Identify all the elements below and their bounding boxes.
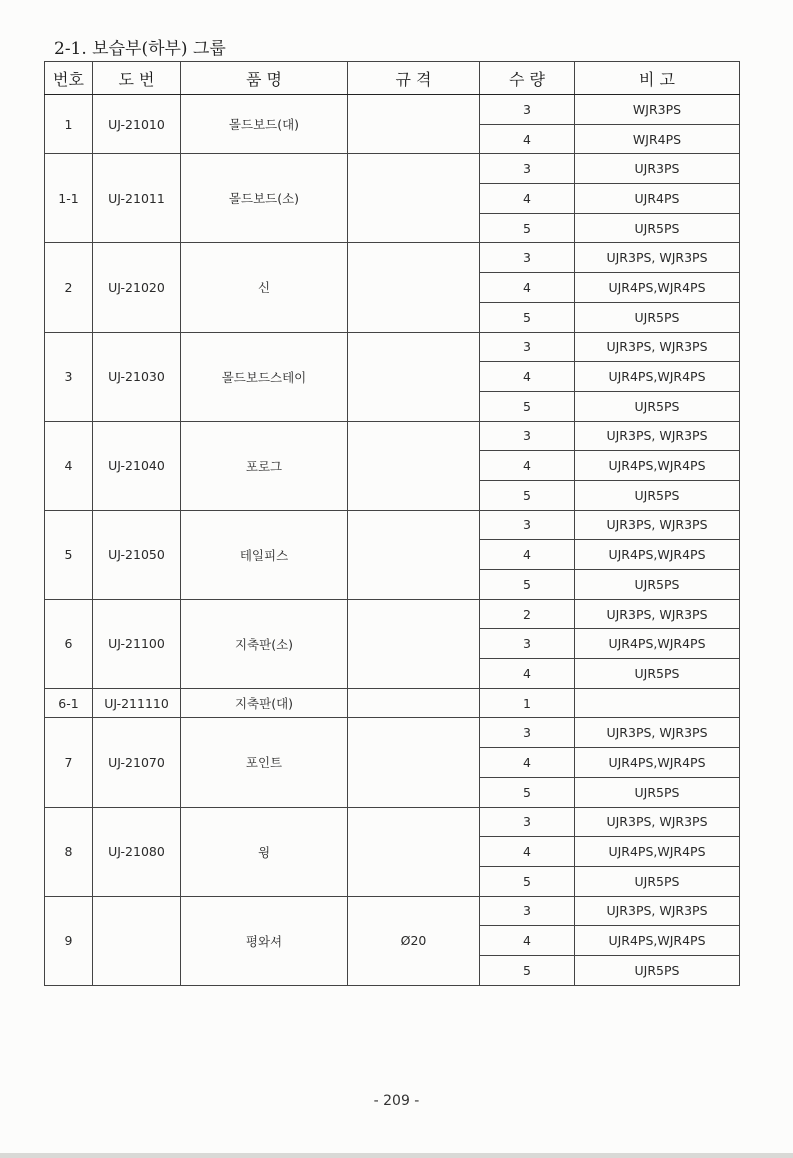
table-row	[45, 95, 740, 125]
cell-quantity: 3	[480, 95, 575, 125]
table-row	[45, 243, 740, 273]
cell-spec	[348, 688, 480, 718]
cell-remarks: UJR4PS,WJR4PS	[575, 362, 740, 392]
cell-remarks: UJR5PS	[575, 391, 740, 421]
cell-part-name: 몰드보드(소)	[181, 154, 348, 243]
cell-quantity: 5	[480, 570, 575, 600]
cell-quantity: 4	[480, 837, 575, 867]
cell-spec	[348, 718, 480, 807]
cell-quantity: 5	[480, 955, 575, 985]
header-drawing-no: 도 번	[93, 62, 181, 95]
cell-remarks: UJR5PS	[575, 480, 740, 510]
header-remarks: 비 고	[575, 62, 740, 95]
cell-number: 6	[45, 599, 93, 688]
cell-quantity: 5	[480, 866, 575, 896]
cell-spec	[348, 154, 480, 243]
cell-number: 1-1	[45, 154, 93, 243]
cell-quantity: 4	[480, 451, 575, 481]
cell-part-name: 몰드보드스테이	[181, 332, 348, 421]
cell-remarks: UJR3PS, WJR3PS	[575, 896, 740, 926]
cell-drawing-no: UJ-21020	[93, 243, 181, 332]
cell-number: 1	[45, 95, 93, 154]
cell-remarks: UJR5PS	[575, 777, 740, 807]
cell-quantity: 5	[480, 480, 575, 510]
table-row	[45, 688, 740, 718]
cell-quantity: 5	[480, 213, 575, 243]
table-row	[45, 896, 740, 926]
cell-quantity: 1	[480, 688, 575, 718]
cell-remarks: UJR4PS,WJR4PS	[575, 926, 740, 956]
cell-drawing-no: UJ-21050	[93, 510, 181, 599]
table-row	[45, 332, 740, 362]
table-row	[45, 421, 740, 451]
cell-remarks: UJR4PS,WJR4PS	[575, 748, 740, 778]
cell-quantity: 4	[480, 362, 575, 392]
cell-remarks: UJR3PS, WJR3PS	[575, 510, 740, 540]
cell-part-name: 테일피스	[181, 510, 348, 599]
cell-quantity: 3	[480, 154, 575, 184]
cell-part-name: 지축판(대)	[181, 688, 348, 718]
cell-number: 6-1	[45, 688, 93, 718]
scan-edge	[0, 1153, 793, 1158]
cell-quantity: 2	[480, 599, 575, 629]
cell-quantity: 4	[480, 184, 575, 214]
cell-remarks: WJR3PS	[575, 95, 740, 125]
cell-spec	[348, 243, 480, 332]
table-body	[45, 95, 740, 986]
cell-spec	[348, 332, 480, 421]
header-spec: 규 격	[348, 62, 480, 95]
cell-number: 7	[45, 718, 93, 807]
cell-remarks: UJR4PS,WJR4PS	[575, 540, 740, 570]
cell-number: 3	[45, 332, 93, 421]
cell-quantity: 4	[480, 540, 575, 570]
cell-part-name: 몰드보드(대)	[181, 95, 348, 154]
cell-part-name: 윙	[181, 807, 348, 896]
cell-number: 2	[45, 243, 93, 332]
parts-table	[44, 61, 740, 986]
page-number: - 209 -	[373, 1093, 420, 1109]
cell-spec	[348, 510, 480, 599]
cell-drawing-no: UJ-21080	[93, 807, 181, 896]
cell-quantity: 5	[480, 777, 575, 807]
cell-spec: Ø20	[348, 896, 480, 985]
header-part-name: 품 명	[181, 62, 348, 95]
cell-remarks: UJR3PS, WJR3PS	[575, 599, 740, 629]
cell-remarks	[575, 688, 740, 718]
cell-remarks: UJR4PS,WJR4PS	[575, 629, 740, 659]
page-title: 2-1. 보습부(하부) 그룹	[54, 39, 226, 59]
cell-remarks: UJR3PS	[575, 154, 740, 184]
table-row	[45, 154, 740, 184]
cell-quantity: 3	[480, 807, 575, 837]
cell-remarks: UJR5PS	[575, 955, 740, 985]
cell-drawing-no: UJ-21010	[93, 95, 181, 154]
cell-spec	[348, 807, 480, 896]
cell-spec	[348, 421, 480, 510]
cell-spec	[348, 95, 480, 154]
cell-remarks: UJR4PS	[575, 184, 740, 214]
cell-drawing-no: UJ-211110	[93, 688, 181, 718]
cell-quantity: 3	[480, 243, 575, 273]
cell-part-name: 신	[181, 243, 348, 332]
cell-drawing-no	[93, 896, 181, 985]
cell-drawing-no: UJ-21070	[93, 718, 181, 807]
cell-drawing-no: UJ-21011	[93, 154, 181, 243]
cell-remarks: UJR3PS, WJR3PS	[575, 332, 740, 362]
cell-quantity: 4	[480, 659, 575, 689]
cell-spec	[348, 599, 480, 688]
cell-number: 5	[45, 510, 93, 599]
cell-remarks: UJR5PS	[575, 659, 740, 689]
cell-drawing-no: UJ-21030	[93, 332, 181, 421]
cell-quantity: 4	[480, 273, 575, 303]
table-row	[45, 807, 740, 837]
cell-quantity: 3	[480, 896, 575, 926]
cell-part-name: 지축판(소)	[181, 599, 348, 688]
cell-remarks: UJR4PS,WJR4PS	[575, 837, 740, 867]
cell-part-name: 평와셔	[181, 896, 348, 985]
cell-quantity: 3	[480, 421, 575, 451]
cell-remarks: UJR5PS	[575, 866, 740, 896]
header-number: 번호	[45, 62, 93, 95]
cell-remarks: UJR4PS,WJR4PS	[575, 273, 740, 303]
cell-part-name: 포로그	[181, 421, 348, 510]
cell-drawing-no: UJ-21040	[93, 421, 181, 510]
table-header-row	[45, 62, 740, 95]
cell-quantity: 5	[480, 391, 575, 421]
cell-quantity: 4	[480, 748, 575, 778]
cell-part-name: 포인트	[181, 718, 348, 807]
cell-quantity: 3	[480, 718, 575, 748]
cell-quantity: 3	[480, 510, 575, 540]
cell-remarks: UJR3PS, WJR3PS	[575, 421, 740, 451]
table-row	[45, 599, 740, 629]
table-row	[45, 510, 740, 540]
cell-remarks: UJR3PS, WJR3PS	[575, 718, 740, 748]
cell-remarks: UJR5PS	[575, 302, 740, 332]
cell-remarks: WJR4PS	[575, 124, 740, 154]
cell-remarks: UJR4PS,WJR4PS	[575, 451, 740, 481]
cell-number: 8	[45, 807, 93, 896]
cell-quantity: 3	[480, 332, 575, 362]
cell-remarks: UJR3PS, WJR3PS	[575, 807, 740, 837]
cell-number: 9	[45, 896, 93, 985]
cell-quantity: 4	[480, 124, 575, 154]
cell-remarks: UJR5PS	[575, 570, 740, 600]
header-quantity: 수 량	[480, 62, 575, 95]
cell-quantity: 5	[480, 302, 575, 332]
cell-number: 4	[45, 421, 93, 510]
cell-quantity: 3	[480, 629, 575, 659]
cell-drawing-no: UJ-21100	[93, 599, 181, 688]
cell-remarks: UJR5PS	[575, 213, 740, 243]
cell-remarks: UJR3PS, WJR3PS	[575, 243, 740, 273]
cell-quantity: 4	[480, 926, 575, 956]
table-row	[45, 718, 740, 748]
